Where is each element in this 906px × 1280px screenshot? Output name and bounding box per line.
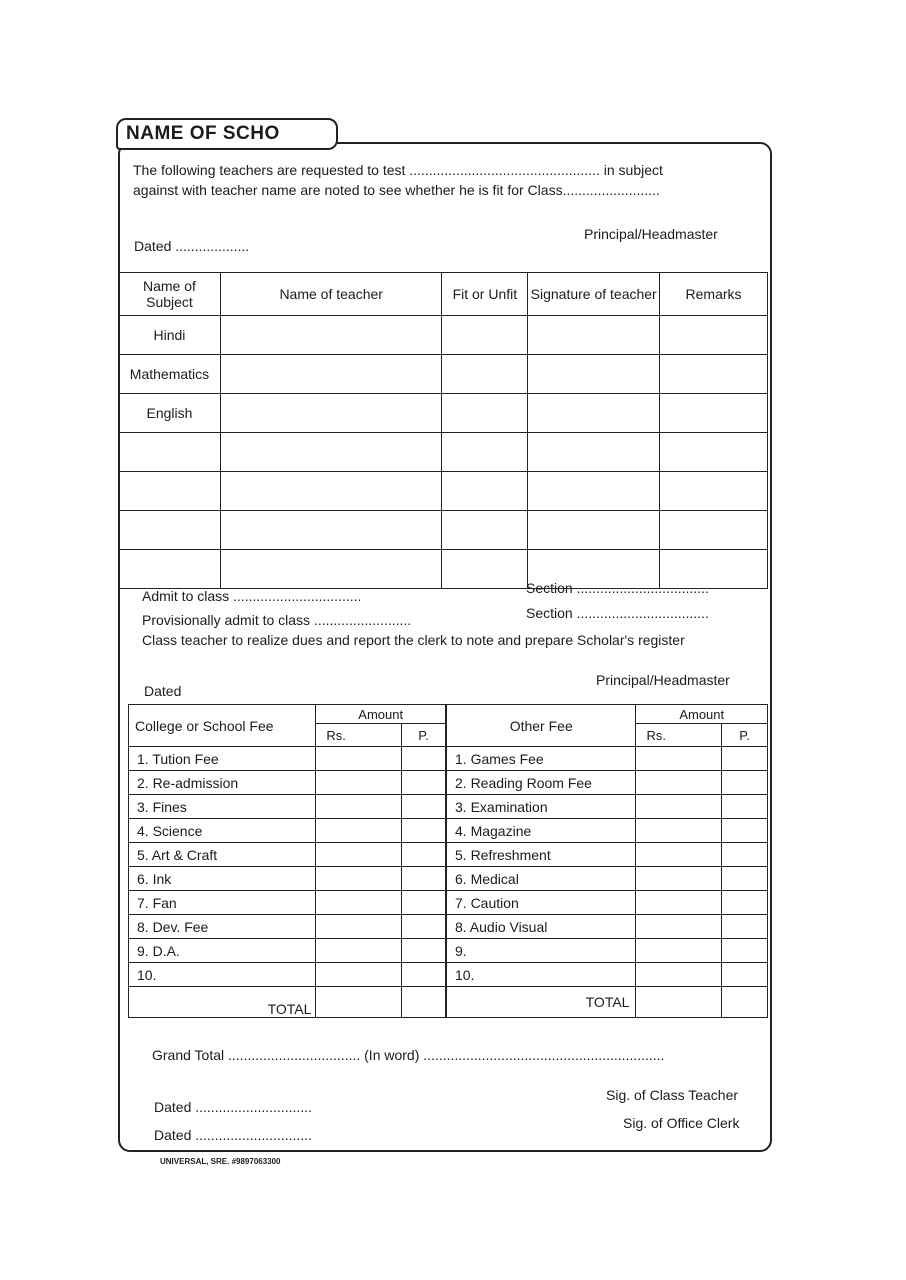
teacher-cell[interactable] (220, 550, 442, 589)
fee-label: 1. Games Fee (447, 747, 636, 771)
fee-label: 9. (447, 939, 636, 963)
rs-cell[interactable] (316, 843, 402, 867)
rs-cell[interactable] (636, 795, 722, 819)
p-cell[interactable] (402, 867, 446, 891)
sig-class-teacher: Sig. of Class Teacher (606, 1087, 739, 1103)
fee-label: 3. Examination (447, 795, 636, 819)
subject-cell[interactable] (119, 433, 221, 472)
remarks-cell[interactable] (660, 511, 768, 550)
p-cell[interactable] (722, 747, 768, 771)
fee-label: 10. (129, 963, 316, 987)
teacher-table (118, 272, 768, 589)
fee-label: 10. (447, 963, 636, 987)
signature-cell[interactable] (528, 355, 660, 394)
rs-cell[interactable] (636, 867, 722, 891)
total-p-cell[interactable] (402, 987, 446, 1018)
rs-cell[interactable] (636, 843, 722, 867)
table-row (129, 963, 446, 987)
table-row (119, 433, 768, 472)
rs-cell[interactable] (316, 795, 402, 819)
fee-label: 5. Art & Craft (129, 843, 316, 867)
total-row (129, 987, 446, 1018)
other-fee-title: Other Fee (447, 705, 636, 747)
remarks-cell[interactable] (660, 472, 768, 511)
college-fee-header (129, 705, 446, 724)
table-row (447, 819, 768, 843)
fee-label: 2. Reading Room Fee (447, 771, 636, 795)
school-name-tab (116, 118, 338, 150)
p-cell[interactable] (722, 891, 768, 915)
p-cell[interactable] (722, 963, 768, 987)
table-row (129, 819, 446, 843)
fee-label: 7. Caution (447, 891, 636, 915)
p-cell[interactable] (402, 915, 446, 939)
col-teacher: Name of teacher (220, 273, 442, 316)
fee-label: 4. Magazine (447, 819, 636, 843)
table-row (119, 316, 768, 355)
table-row (129, 843, 446, 867)
rs-cell[interactable] (636, 771, 722, 795)
p-cell[interactable] (402, 795, 446, 819)
total-row (447, 987, 768, 1018)
table-row (129, 795, 446, 819)
rs-cell[interactable] (636, 915, 722, 939)
footer-dated-1: Dated .............................. (154, 1099, 312, 1115)
col-remarks: Remarks (660, 273, 768, 316)
p-cell[interactable] (722, 771, 768, 795)
teacher-cell[interactable] (220, 316, 442, 355)
rs-cell[interactable] (636, 963, 722, 987)
teacher-cell[interactable] (220, 394, 442, 433)
subject-cell[interactable] (119, 511, 221, 550)
intro-dated: Dated ................... (134, 238, 250, 254)
fit-cell[interactable] (442, 316, 528, 355)
realize-dues-text: Class teacher to realize dues and report the clerk to note and prepare Scholar's register (142, 632, 685, 648)
p-cell[interactable] (402, 963, 446, 987)
signature-cell[interactable] (528, 433, 660, 472)
col-subject: Name of Subject (119, 273, 221, 316)
p-cell[interactable] (402, 891, 446, 915)
signature-cell[interactable] (528, 511, 660, 550)
remarks-cell[interactable] (660, 355, 768, 394)
grand-total: Grand Total .................................. (In word) .............................................................. (152, 1047, 665, 1063)
table-row (447, 963, 768, 987)
p-cell[interactable] (722, 843, 768, 867)
p-cell[interactable] (402, 819, 446, 843)
table-row (447, 771, 768, 795)
college-fee-title: College or School Fee (129, 705, 316, 747)
fee-label: 8. Audio Visual (447, 915, 636, 939)
admission-dated: Dated (144, 683, 182, 699)
rs-cell[interactable] (316, 819, 402, 843)
sig-office-clerk: Sig. of Office Clerk (623, 1115, 740, 1131)
intro-line-2: against with teacher name are noted to see whether he is fit for Class......................... (133, 182, 660, 198)
fit-cell[interactable] (442, 550, 528, 589)
table-row (119, 394, 768, 433)
teacher-cell[interactable] (220, 472, 442, 511)
p-cell[interactable] (722, 819, 768, 843)
p-cell[interactable] (402, 939, 446, 963)
teacher-cell[interactable] (220, 355, 442, 394)
fee-label: 1. Tution Fee (129, 747, 316, 771)
teacher-cell[interactable] (220, 433, 442, 472)
fit-cell[interactable] (442, 433, 528, 472)
rs-cell[interactable] (636, 939, 722, 963)
col-signature: Signature of teacher (528, 273, 660, 316)
rs-cell[interactable] (636, 747, 722, 771)
p-header: P. (722, 724, 768, 747)
total-label: TOTAL (447, 987, 636, 1018)
total-p-cell[interactable] (722, 987, 768, 1018)
subject-cell[interactable] (119, 472, 221, 511)
p-cell[interactable] (402, 843, 446, 867)
signature-cell[interactable] (528, 394, 660, 433)
subject-cell: Mathematics (119, 355, 221, 394)
rs-header: Rs. (316, 724, 402, 747)
table-row (119, 511, 768, 550)
table-row (129, 915, 446, 939)
fee-label: 3. Fines (129, 795, 316, 819)
amount-header: Amount (636, 705, 768, 724)
fit-cell[interactable] (442, 472, 528, 511)
rs-cell[interactable] (316, 891, 402, 915)
other-fee-table (446, 704, 768, 1018)
table-row (447, 891, 768, 915)
section-1: Section .................................. (526, 580, 709, 596)
table-row (447, 747, 768, 771)
table-row (447, 795, 768, 819)
remarks-cell[interactable] (660, 394, 768, 433)
total-rs-cell[interactable] (316, 987, 402, 1018)
table-row (447, 915, 768, 939)
table-row (129, 891, 446, 915)
rs-header: Rs. (636, 724, 722, 747)
rs-cell[interactable] (636, 891, 722, 915)
section-2: Section .................................. (526, 605, 709, 621)
signature-cell[interactable] (528, 316, 660, 355)
footer-dated-2: Dated .............................. (154, 1127, 312, 1143)
p-cell[interactable] (722, 867, 768, 891)
rs-cell[interactable] (316, 747, 402, 771)
rs-cell[interactable] (316, 915, 402, 939)
p-cell[interactable] (402, 747, 446, 771)
p-cell[interactable] (722, 939, 768, 963)
remarks-cell[interactable] (660, 433, 768, 472)
rs-cell[interactable] (316, 771, 402, 795)
fit-cell[interactable] (442, 394, 528, 433)
fee-label: 6. Ink (129, 867, 316, 891)
remarks-cell[interactable] (660, 316, 768, 355)
intro-line-1: The following teachers are requested to test ................................................. in subject (133, 162, 663, 178)
fee-label: 8. Dev. Fee (129, 915, 316, 939)
table-row (447, 939, 768, 963)
subject-cell: English (119, 394, 221, 433)
provisional-admit: Provisionally admit to class ......................... (142, 612, 412, 628)
table-row (447, 867, 768, 891)
rs-cell[interactable] (316, 867, 402, 891)
fee-label: 7. Fan (129, 891, 316, 915)
amount-header: Amount (316, 705, 446, 724)
other-fee-header (447, 705, 768, 724)
col-fit: Fit or Unfit (442, 273, 528, 316)
table-row (129, 867, 446, 891)
fee-label: 4. Science (129, 819, 316, 843)
table-row (119, 472, 768, 511)
rs-cell[interactable] (316, 963, 402, 987)
table-row (129, 747, 446, 771)
p-cell[interactable] (722, 795, 768, 819)
admit-to-class: Admit to class ................................. (142, 588, 362, 604)
table-row (447, 843, 768, 867)
college-fee-table (128, 704, 446, 1018)
fee-label: 5. Refreshment (447, 843, 636, 867)
admission-principal: Principal/Headmaster (596, 672, 730, 688)
printer-imprint: UNIVERSAL, SRE. #9897063300 (160, 1157, 281, 1166)
teacher-table-header (119, 273, 768, 316)
total-label: TOTAL (129, 987, 316, 1018)
table-row (129, 939, 446, 963)
total-rs-cell[interactable] (636, 987, 722, 1018)
fee-label: 6. Medical (447, 867, 636, 891)
school-name-label: NAME OF SCHO (126, 123, 280, 144)
teacher-cell[interactable] (220, 511, 442, 550)
table-row (119, 355, 768, 394)
fee-label: 9. D.A. (129, 939, 316, 963)
p-cell[interactable] (402, 771, 446, 795)
rs-cell[interactable] (316, 939, 402, 963)
subject-cell[interactable] (119, 550, 221, 589)
rs-cell[interactable] (636, 819, 722, 843)
table-row (129, 771, 446, 795)
p-cell[interactable] (722, 915, 768, 939)
fee-label: 2. Re-admission (129, 771, 316, 795)
subject-cell: Hindi (119, 316, 221, 355)
fit-cell[interactable] (442, 511, 528, 550)
p-header: P. (402, 724, 446, 747)
signature-cell[interactable] (528, 472, 660, 511)
intro-principal: Principal/Headmaster (584, 226, 718, 242)
fit-cell[interactable] (442, 355, 528, 394)
